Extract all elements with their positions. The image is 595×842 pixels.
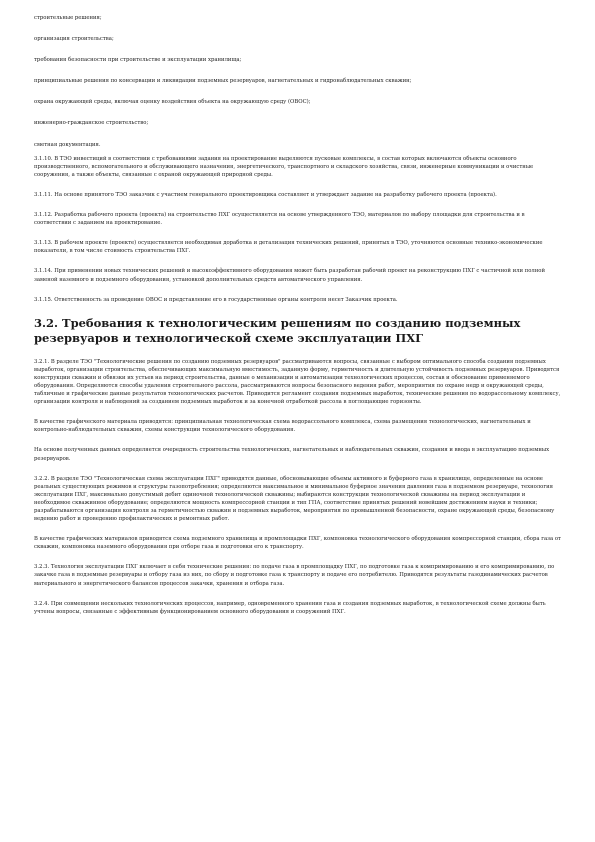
section-heading-3-2: 3.2. Требования к технологическим решениям по созданию подземных резервуаров и технологической схеме эксплуатации ПХГ xyxy=(34,315,521,345)
bullet-item: строительные решения; xyxy=(34,15,102,21)
paragraph-3-1-14: 3.1.14. При применении новых технических решений и высокоэффективного оборудования может быть разработан рабочий проект на реконструкцию ПХГ с частичной или полной заменой наземного и подземного оборудования, установкой дополнительных средств автоматического управления. xyxy=(34,268,546,283)
bullet-list xyxy=(34,14,561,149)
bullet-item: сметная документация. xyxy=(34,141,101,148)
bullet-item: охрана окружающей среды, включая оценку воздействия объекта на окружающую среду (ОВОС); xyxy=(34,99,311,106)
paragraph-3-2-4: 3.2.4. При совмещении нескольких технологических процессов, например, одновременного хранения газа и создания подземных выработок, в технологической схеме должны быть учтены вопросы, связанные с эффективным функционированием основного оборудования и сооружений ПХГ. xyxy=(34,600,546,615)
paragraph-graphic-materials: В качестве графического материала приводятся: принципиальная технологическая схема водорассольного комплекса, схема размещения технологических, нагнетательных и контрольно-наблюдательных скважин, схемы конструкции технологического оборудования. xyxy=(34,419,531,434)
paragraph-3-2-2: 3.2.2. В разделе ТЭО "Технологическая схема эксплуатации ПХГ" приводятся данные, обосновывающие объемы активного и буферного газа в хранилище, определенные на основе реальных существующих режимов и структуры газопотребления; определяются максимальное и минимальное буферное значения давления газа в подземном резервуаре, технология эксплуатации ПХГ, максимально допустимый дебит одиночной технологической скважины; выбираются конструкции технологической скважины на период эксплуатации и необходимое скважинное оборудование; определяются мощность компрессорной станции и тип ГПА, соответствие принятых решений новейшим достижениям науки и техники; разрабатываются организация контроля за герметичностью скважин и подземных выработок, мероприятия по промышленной безопасности, охране окружающей среды, безопасному ведению работ и проведению профилактических и ремонтных работ. xyxy=(34,475,555,523)
paragraph-3-1-15: 3.1.15. Ответственность за проведение ОВОС и представление его в государственные органы контроля несет Заказчик проекта. xyxy=(34,296,398,303)
section-3-1-paragraphs xyxy=(34,155,561,304)
paragraph-3-1-10: 3.1.10. В ТЭО инвестиций в соответствии с требованиями задания на проектирование выделяются пусковые комплексы, в состав которых включаются объекты основного производственного, вспомогательного и обслуживающего назначения, энергетического, транспортного и складского хозяйства, связи, инженерные коммуникации и очистные сооружения, а также объекты, связанные с охраной окружающей природной среды. xyxy=(34,155,534,178)
paragraph-3-2-3: 3.2.3. Технология эксплуатации ПХГ включает в себя технические решения: по подаче газа в промплощадку ПХГ, по подготовке газа к компримированию и его компримированию, по закачке газа в подземные резервуары и отбору газа из них, по сбору и подготовке газа к транспорту и подаче его потребителю. Приводятся результаты газодинамических расчетов материального и энергетического балансов процессов закачки, хранения и отбора газа. xyxy=(34,564,555,587)
bullet-item: инженерно-гражданское строительство; xyxy=(34,120,149,127)
paragraph-3-1-12: 3.1.12. Разработка рабочего проекта (проекта) на строительство ПХГ осуществляется на основе утвержденного ТЭО, материалов по выбору площадки для строительства и в соответствии с заданием на проектирование. xyxy=(34,212,525,227)
bullet-item: организация строительства; xyxy=(34,36,114,43)
bullet-item: требования безопасности при строительстве и эксплуатации хранилища; xyxy=(34,57,242,64)
section-3-2-paragraphs xyxy=(34,358,561,616)
paragraph-3-1-13: 3.1.13. В рабочем проекте (проекте) осуществляется необходимая доработка и детализация технических решений, принятых в ТЭО, уточняются основные технико-экономические показатели, в том числе стоимость строительства ПХГ. xyxy=(34,240,543,255)
paragraph-graphic-materials-2: В качестве графических материалов приводятся схема подземного хранилища и промплощадки ПХГ, компоновка технологического оборудования компрессорной станции, сбора газа от скважин, компоновка наземного оборудования при отборе газа и подготовки его к транспорту. xyxy=(34,536,561,551)
paragraph-3-1-11: 3.1.11. На основе принятого ТЭО заказчик с участием генерального проектировщика составляет и утверждает задание на разработку рабочего проекта (проекта). xyxy=(34,191,497,198)
paragraph-sequence: На основе полученных данных определяется очередность строительства технологических, нагнетательных и наблюдательных скважин, создания и ввода в эксплуатацию подземных резервуаров. xyxy=(34,447,550,462)
bullet-item: принципиальные решения по консервации и ликвидации подземных резервуаров, нагнетательных и гидронаблюдательных скважин; xyxy=(34,78,412,85)
paragraph-3-2-1: 3.2.1. В разделе ТЭО "Технологические решения по созданию подземных резервуаров" рассматриваются вопросы, связанные с выбором оптимального способа создания подземных выработок, организации строительства, обеспечивающих максимальную вместимость, заданную форму, герметичность и длительную устойчивость подземных резервуаров. Приводятся конструкции скважин и обвязки их устьев на период строительства, данные о механизации и автоматизации технологических процессов, состав и обоснование применяемого оборудования. Определяются способы удаления строительного рассола, рассматриваются вопросы безопасного ведения работ, мероприятия по охране недр и окружающей среды, табличные и графические данные результатов технологических расчетов. Приводится регламент создания подземных выработок, технические решения по водорассольному комплексу, организации контроля и наблюдений за созданием подземных выработок и за конечной отработкой рассола в поглощающие горизонты. xyxy=(34,358,561,406)
